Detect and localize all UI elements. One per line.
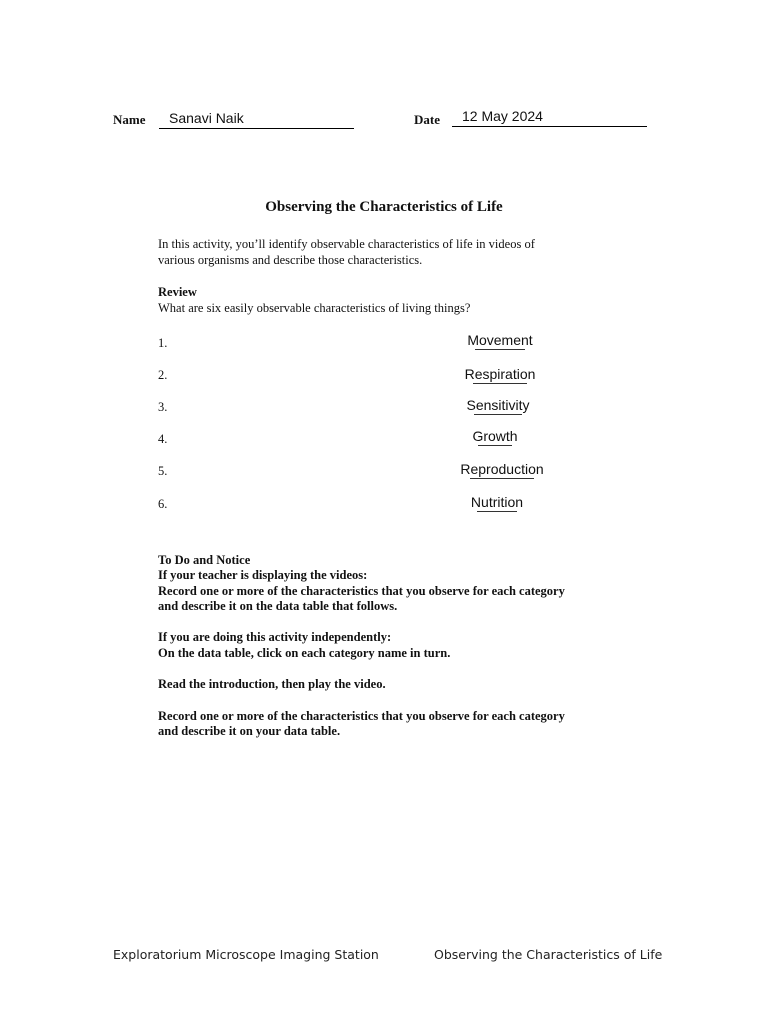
- answer-text: Movement: [467, 332, 533, 348]
- answer-field-4[interactable]: [425, 428, 565, 444]
- date-field[interactable]: 12 May 2024: [452, 108, 647, 127]
- intro-line-1: In this activity, you’ll identify observable characteristics of life in videos of: [158, 237, 535, 251]
- review-heading: Review: [158, 285, 197, 299]
- teacher-line-2: and describe it on the data table that follows.: [158, 599, 398, 613]
- answer-field-5[interactable]: [432, 461, 572, 477]
- footer-left: Exploratorium Microscope Imaging Station: [113, 947, 379, 962]
- intro-line-2: various organisms and describe those characteristics.: [158, 253, 423, 267]
- answer-text: Reproduction: [460, 461, 544, 477]
- answer-text: Growth: [472, 428, 518, 444]
- read-line: Read the introduction, then play the video.: [158, 677, 386, 691]
- name-field[interactable]: Sanavi Naik: [159, 110, 354, 129]
- answer-text: Sensitivity: [466, 397, 530, 413]
- record-line-1: Record one or more of the characteristics that you observe for each category: [158, 709, 565, 723]
- page-title: Observing the Characteristics of Life: [265, 199, 503, 215]
- list-item-number: 2.: [158, 368, 168, 382]
- record-line-2: and describe it on your data table.: [158, 724, 341, 738]
- independent-line: On the data table, click on each category name in turn.: [158, 646, 451, 660]
- list-item-number: 5.: [158, 464, 168, 478]
- footer-right: Observing the Characteristics of Life: [434, 947, 663, 962]
- name-label: Name: [113, 112, 146, 127]
- answer-text: Nutrition: [470, 494, 524, 510]
- list-item-number: 6.: [158, 497, 168, 511]
- teacher-line-1: Record one or more of the characteristics that you observe for each category: [158, 584, 565, 598]
- todo-heading: To Do and Notice: [158, 553, 251, 567]
- list-item-number: 3.: [158, 400, 168, 414]
- answer-field-3[interactable]: [428, 397, 568, 413]
- independent-heading: If you are doing this activity independently:: [158, 630, 392, 644]
- answer-field-6[interactable]: [427, 494, 567, 510]
- answer-field-2[interactable]: [430, 366, 570, 382]
- review-question: What are six easily observable characteristics of living things?: [158, 301, 471, 315]
- answer-field-1[interactable]: [430, 332, 570, 348]
- list-item-number: 4.: [158, 432, 168, 446]
- answer-text: Respiration: [464, 366, 536, 382]
- list-item-number: 1.: [158, 336, 168, 350]
- teacher-heading: If your teacher is displaying the videos:: [158, 568, 368, 582]
- date-label: Date: [414, 112, 440, 127]
